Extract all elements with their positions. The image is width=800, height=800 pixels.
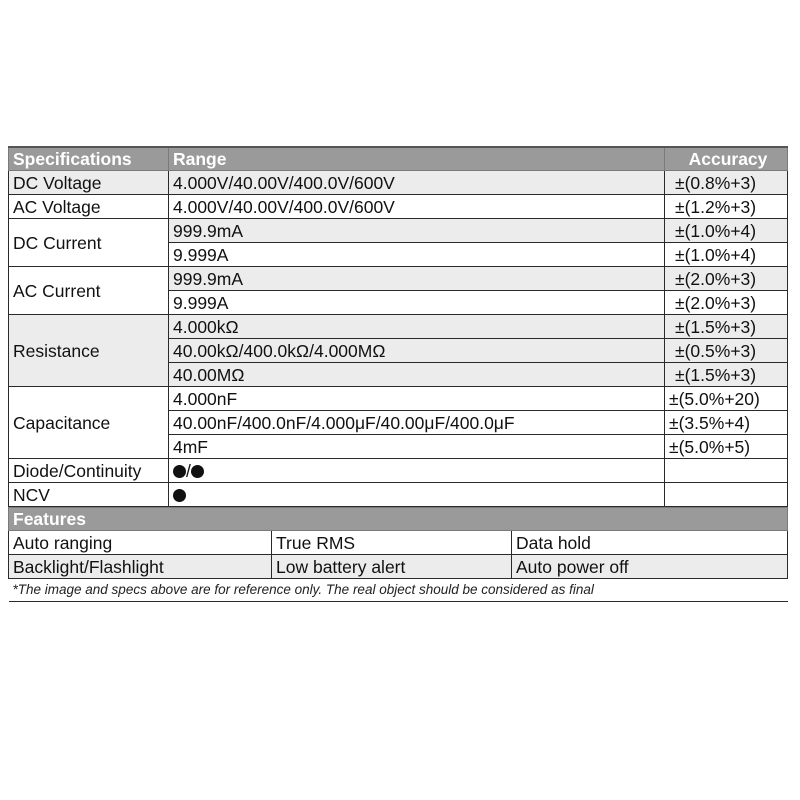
disclaimer-note: *The image and specs above are for reference only. The real object should be considered as final — [9, 579, 788, 602]
feature-item: True RMS — [272, 531, 512, 555]
supported-dot-icon — [173, 465, 186, 478]
row-label-diode-continuity: Diode/Continuity — [9, 459, 169, 483]
accuracy-cell — [665, 483, 788, 507]
accuracy-cell: ±(2.0%+3) — [665, 291, 788, 315]
features-table — [8, 507, 788, 602]
header-specifications: Specifications — [9, 147, 169, 171]
accuracy-cell: ±(3.5%+4) — [665, 411, 788, 435]
table-row — [9, 219, 788, 243]
table-row — [9, 171, 788, 195]
range-cell: 4.000nF — [169, 387, 665, 411]
table-row — [9, 195, 788, 219]
supported-dot-icon — [173, 489, 186, 502]
accuracy-cell: ±(1.2%+3) — [665, 195, 788, 219]
row-label-ac-current: AC Current — [9, 267, 169, 315]
dot-separator: / — [186, 460, 191, 481]
range-cell: 9.999A — [169, 291, 665, 315]
spec-sheet — [8, 146, 787, 602]
range-cell: 999.9mA — [169, 219, 665, 243]
accuracy-cell: ±(0.5%+3) — [665, 339, 788, 363]
feature-item: Low battery alert — [272, 555, 512, 579]
table-row — [9, 387, 788, 411]
accuracy-cell: ±(1.0%+4) — [665, 219, 788, 243]
table-row — [9, 555, 788, 579]
range-cell: 40.00nF/400.0nF/4.000μF/40.00μF/400.0μF — [169, 411, 665, 435]
spec-header-row — [9, 147, 788, 171]
accuracy-cell: ±(1.5%+3) — [665, 315, 788, 339]
features-title: Features — [9, 508, 788, 531]
accuracy-cell: ±(5.0%+5) — [665, 435, 788, 459]
accuracy-cell: ±(5.0%+20) — [665, 387, 788, 411]
table-row — [9, 483, 788, 507]
row-label-ac-voltage: AC Voltage — [9, 195, 169, 219]
range-cell: 4.000V/40.00V/400.0V/600V — [169, 171, 665, 195]
accuracy-cell: ±(2.0%+3) — [665, 267, 788, 291]
range-cell — [169, 459, 665, 483]
row-label-dc-current: DC Current — [9, 219, 169, 267]
accuracy-cell: ±(1.0%+4) — [665, 243, 788, 267]
row-label-ncv: NCV — [9, 483, 169, 507]
table-row — [9, 531, 788, 555]
range-cell — [169, 483, 665, 507]
feature-item: Auto ranging — [9, 531, 272, 555]
accuracy-cell: ±(0.8%+3) — [665, 171, 788, 195]
supported-dot-icon — [191, 465, 204, 478]
range-cell: 4.000kΩ — [169, 315, 665, 339]
range-cell: 9.999A — [169, 243, 665, 267]
accuracy-cell — [665, 459, 788, 483]
row-label-dc-voltage: DC Voltage — [9, 171, 169, 195]
table-row — [9, 459, 788, 483]
table-row — [9, 315, 788, 339]
spec-table — [8, 146, 788, 507]
range-cell: 40.00MΩ — [169, 363, 665, 387]
header-range: Range — [169, 147, 665, 171]
row-label-resistance: Resistance — [9, 315, 169, 387]
table-row — [9, 267, 788, 291]
feature-item: Auto power off — [512, 555, 788, 579]
header-accuracy: Accuracy — [665, 147, 788, 171]
feature-item: Data hold — [512, 531, 788, 555]
note-row — [9, 579, 788, 602]
range-cell: 4.000V/40.00V/400.0V/600V — [169, 195, 665, 219]
accuracy-cell: ±(1.5%+3) — [665, 363, 788, 387]
range-cell: 4mF — [169, 435, 665, 459]
features-header-row — [9, 508, 788, 531]
feature-item: Backlight/Flashlight — [9, 555, 272, 579]
range-cell: 999.9mA — [169, 267, 665, 291]
row-label-capacitance: Capacitance — [9, 387, 169, 459]
range-cell: 40.00kΩ/400.0kΩ/4.000MΩ — [169, 339, 665, 363]
